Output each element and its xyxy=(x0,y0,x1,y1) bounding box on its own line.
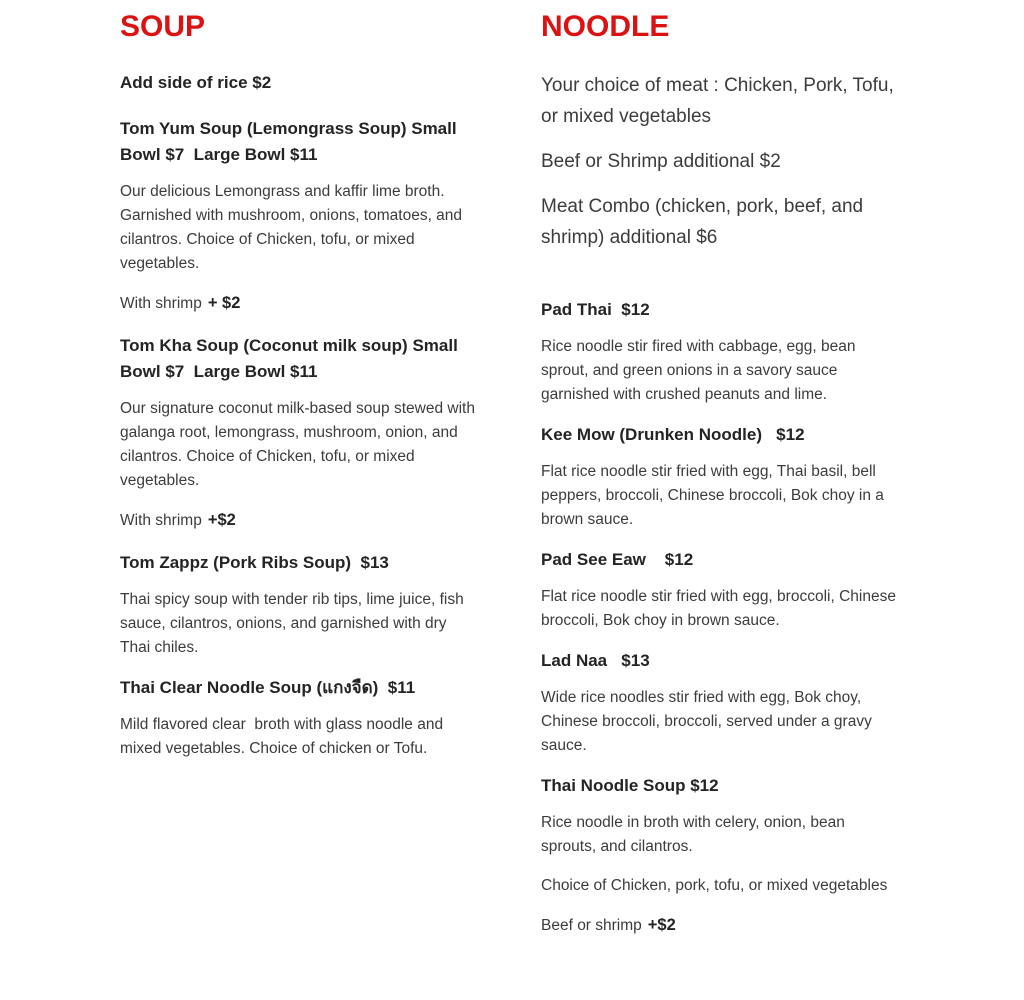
menu-item-name: Lad Naa $13 xyxy=(541,651,650,670)
menu-item-description: Rice noodle stir fired with cabbage, egg, bean sprout, and green onions in a savory sauce garnished with crushed peanuts and lime. xyxy=(541,338,860,403)
noodle-intro-beef-shrimp: Beef or Shrimp additional $2 xyxy=(541,151,781,172)
menu-item-description: Thai spicy soup with tender rib tips, lime juice, fish sauce, cilantros, onions, and garnished with dry Thai chiles. xyxy=(120,591,469,656)
menu-item-addon xyxy=(120,508,480,533)
menu-item-tom-zappz xyxy=(120,550,480,660)
menu-item-addon xyxy=(120,291,480,316)
noodle-intro-meat-combo: Meat Combo (chicken, pork, beef, and shrimp) additional $6 xyxy=(541,196,869,248)
soup-note: Add side of rice $2 xyxy=(120,73,272,92)
menu-item-description: Flat rice noodle stir fried with egg, Thai basil, bell peppers, broccoli, Chinese broccoli, Bok choy in a brown sauce. xyxy=(541,463,889,528)
addon-label: Beef or shrimp xyxy=(541,917,642,934)
menu-item-name: Thai Clear Noodle Soup (แกงจืด) $11 xyxy=(120,678,416,697)
noodle-section xyxy=(541,12,903,955)
menu-item-name: Tom Yum Soup (Lemongrass Soup) Small Bowl $7 Large Bowl $11 xyxy=(120,119,462,164)
menu-item-name: Tom Zappz (Pork Ribs Soup) $13 xyxy=(120,553,389,572)
menu-item-pad-thai xyxy=(541,297,903,407)
addon-label: With shrimp xyxy=(120,295,202,312)
menu-item-choice-note: Choice of Chicken, pork, tofu, or mixed vegetables xyxy=(541,877,888,894)
menu-item-name: Pad See Eaw $12 xyxy=(541,550,694,569)
menu-item-lad-naa xyxy=(541,648,903,758)
menu-item-description: Rice noodle in broth with celery, onion, bean sprouts, and cilantros. xyxy=(541,814,850,855)
menu-item-kee-mow xyxy=(541,422,903,532)
menu-item-description: Mild flavored clear broth with glass noodle and mixed vegetables. Choice of chicken or Tofu. xyxy=(120,716,448,757)
soup-section-title: SOUP xyxy=(120,10,206,43)
addon-label: With shrimp xyxy=(120,512,202,529)
menu-item-name: Kee Mow (Drunken Noodle) $12 xyxy=(541,425,805,444)
soup-section xyxy=(120,12,480,776)
menu-item-name: Thai Noodle Soup $12 xyxy=(541,776,719,795)
menu-item-description: Wide rice noodles stir fried with egg, Bok choy, Chinese broccoli, broccoli, served under a gravy sauce. xyxy=(541,689,877,754)
menu-item-description: Our signature coconut milk-based soup stewed with galanga root, lemongrass, mushroom, onion, and cilantros. Choice of Chicken, tofu, or mixed vegetables. xyxy=(120,400,480,489)
addon-price: +$2 xyxy=(647,916,676,934)
menu-item-thai-noodle-soup xyxy=(541,773,903,938)
menu-item-description: Our delicious Lemongrass and kaffir lime broth. Garnished with mushroom, onions, tomatoes, and cilantros. Choice of Chicken, tofu, or mixed vegetables. xyxy=(120,183,467,272)
menu-item-description: Flat rice noodle stir fried with egg, broccoli, Chinese broccoli, Bok choy in brown sauce. xyxy=(541,588,901,629)
menu-item-pad-see-eaw xyxy=(541,547,903,633)
menu-item-addon xyxy=(541,913,903,938)
menu-item-tom-yum xyxy=(120,116,480,316)
menu-item-tom-kha xyxy=(120,333,480,533)
menu-item-name: Tom Kha Soup (Coconut milk soup) Small Bowl $7 Large Bowl $11 xyxy=(120,336,463,381)
menu-item-name: Pad Thai $12 xyxy=(541,300,650,319)
addon-price: + $2 xyxy=(207,294,241,312)
addon-price: +$2 xyxy=(207,511,236,529)
noodle-section-title: NOODLE xyxy=(541,10,670,43)
menu-item-thai-clear-noodle-soup xyxy=(120,675,480,761)
noodle-intro-meat-choice: Your choice of meat : Chicken, Pork, Tofu, or mixed vegetables xyxy=(541,75,900,127)
